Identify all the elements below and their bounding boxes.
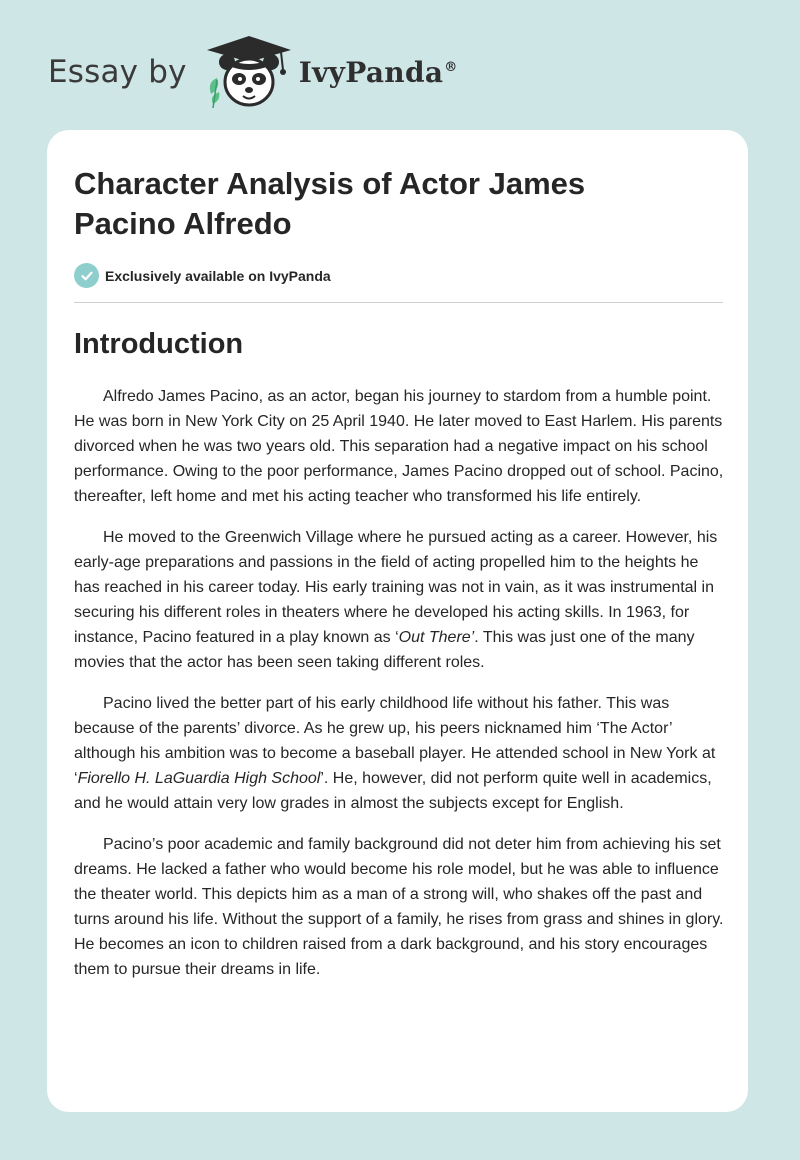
paragraph-2: He moved to the Greenwich Village where he pursued acting as a career. However, his early-age preparations and passions in the field of acting propelled him to the heights he has reached in his career today. His early training was not in vain, as it was instrumental in securing his different roles in theaters where he developed his acting skills. In 1963, for instance, Pacino featured in a play known as ‘Out There’. This was just one of the many movies that the actor has been seen taking different roles. — [74, 529, 718, 671]
availability-badge — [74, 263, 331, 288]
school-name: Fiorello H. LaGuardia High School — [77, 770, 321, 787]
divider — [74, 302, 723, 303]
brand-name[interactable]: IvyPanda® — [298, 55, 458, 89]
page-title: Character Analysis of Actor James Pacino Alfredo — [74, 166, 586, 241]
section-heading: Introduction — [74, 328, 244, 360]
paragraph-3: Pacino lived the better part of his early childhood life without his father. This was because of the parents’ divorce. As he grew up, his peers nicknamed him ‘The Actor’ although his ambition was to become a baseball player. He attended school in New York at ‘Fiorello H. LaGuardia High School’. He, however, did not perform quite well in academics, and he would attain very low grades in almost the subjects except for English. — [74, 695, 716, 812]
paragraph-1: Alfredo James Pacino, as an actor, began his journey to stardom from a humble point. He was born in New York City on 25 April 1940. He later moved to East Harlem. His parents divorced when he was two years old. This separation had a negative impact on his school performance. Owing to the poor performance, James Pacino dropped out of school. Pacino, thereafter, left home and met his acting teacher who transformed his life entirely. — [74, 388, 724, 505]
availability-text: Exclusively available on IvyPanda — [105, 267, 331, 284]
essay-body — [74, 384, 724, 998]
brand-prefix: Essay by — [48, 54, 187, 90]
essay-card — [47, 130, 748, 1112]
panda-graduate-logo-icon[interactable] — [205, 34, 293, 110]
registered-mark: ® — [444, 60, 458, 76]
check-circle-icon — [74, 263, 99, 288]
brand-header — [48, 34, 458, 110]
paragraph-4: Pacino’s poor academic and family background did not deter him from achieving his set dreams. He lacked a father who would become his role model, but he was able to influence the theater world. This depicts him as a man of a strong will, who shakes off the past and turns around his life. Without the support of a family, he rises from grass and shines in glory. He becomes an icon to children raised from a dark background, and his story encourages them to pursue their dreams in life. — [74, 836, 724, 978]
play-title: Out There’ — [398, 629, 475, 646]
